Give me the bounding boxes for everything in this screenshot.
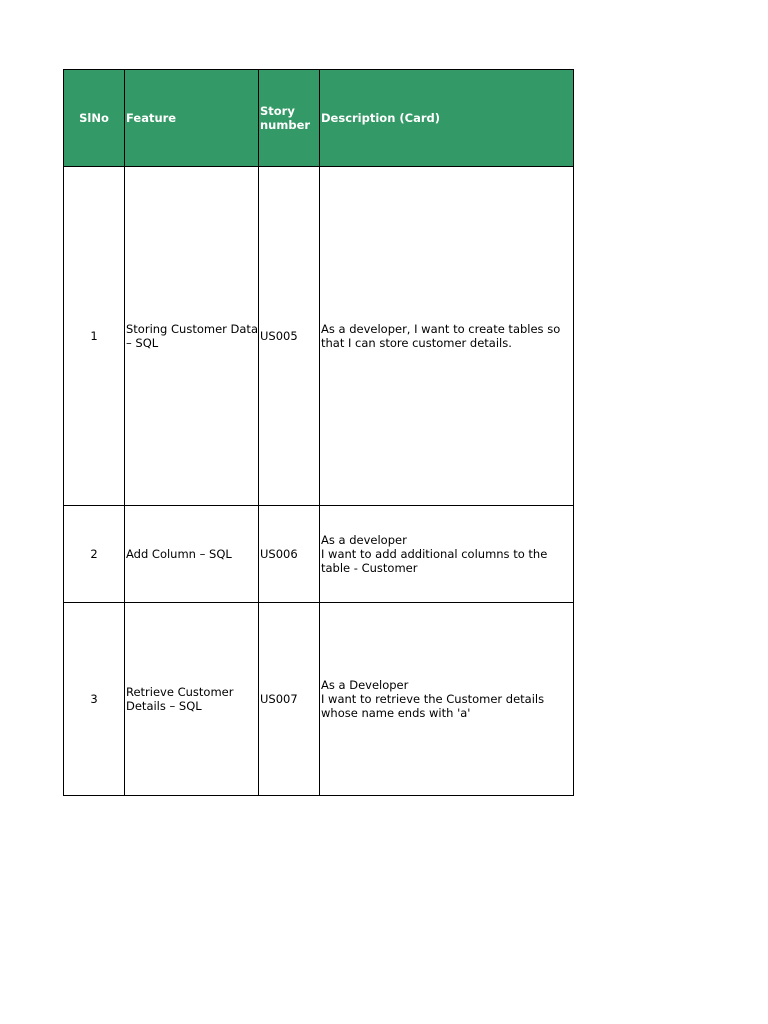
table-row xyxy=(64,603,574,796)
cell-feature[interactable] xyxy=(125,603,259,796)
description-value: As a developer, I want to create tables so that I can store customer details. xyxy=(321,322,561,350)
table-header xyxy=(64,70,574,167)
cell-slno[interactable] xyxy=(64,506,125,603)
header-story-number[interactable] xyxy=(259,70,320,167)
header-description[interactable] xyxy=(320,70,574,167)
table-row xyxy=(64,506,574,603)
slno-value: 2 xyxy=(90,547,98,561)
cell-slno[interactable] xyxy=(64,167,125,506)
cell-feature[interactable] xyxy=(125,506,259,603)
cell-story-number[interactable] xyxy=(259,603,320,796)
header-feature[interactable] xyxy=(125,70,259,167)
description-value: As a Developer I want to retrieve the Customer details whose name ends with 'a' xyxy=(321,678,545,720)
cell-slno[interactable] xyxy=(64,603,125,796)
cell-story-number[interactable] xyxy=(259,167,320,506)
table-body xyxy=(64,167,574,796)
feature-value: Retrieve Customer Details – SQL xyxy=(126,685,234,713)
cell-description[interactable] xyxy=(320,506,574,603)
header-row xyxy=(64,70,574,167)
table-row xyxy=(64,167,574,506)
cell-description[interactable] xyxy=(320,603,574,796)
description-value: As a developer I want to add additional columns to the table - Customer xyxy=(321,533,548,575)
header-slno-label: SlNo xyxy=(79,111,109,125)
header-slno[interactable] xyxy=(64,70,125,167)
slno-value: 3 xyxy=(90,692,98,706)
cell-feature[interactable] xyxy=(125,167,259,506)
story-number-value: US005 xyxy=(260,329,298,343)
header-story-number-label: Story number xyxy=(260,104,311,132)
cell-story-number[interactable] xyxy=(259,506,320,603)
header-description-label: Description (Card) xyxy=(321,111,440,125)
header-feature-label: Feature xyxy=(126,111,177,125)
feature-value: Storing Customer Data – SQL xyxy=(126,322,258,350)
story-number-value: US006 xyxy=(260,547,298,561)
user-story-table xyxy=(63,69,574,796)
feature-value: Add Column – SQL xyxy=(126,547,232,561)
slno-value: 1 xyxy=(90,329,98,343)
cell-description[interactable] xyxy=(320,167,574,506)
story-number-value: US007 xyxy=(260,692,298,706)
